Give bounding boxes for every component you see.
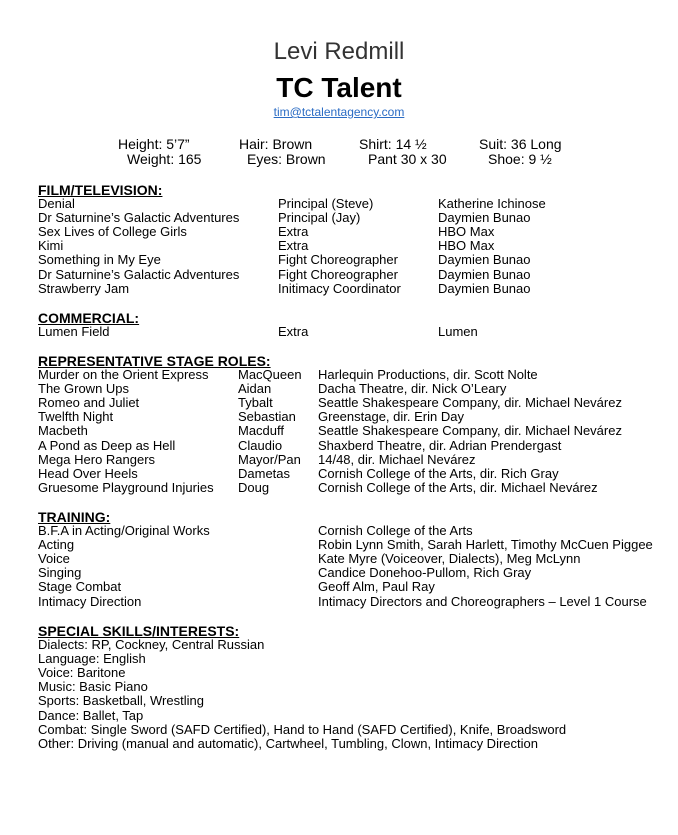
skills-line: Other: Driving (manual and automatic), Cartwheel, Tumbling, Clown, Intimacy Direction: [38, 735, 538, 751]
skills-line: Sports: Basketball, Wrestling: [38, 693, 204, 709]
stage-cell: Murder on the Orient Express: [38, 367, 209, 382]
film-row: [0, 253, 678, 267]
training-cell: Geoff Alm, Paul Ray: [318, 579, 435, 595]
stat-weight: Weight: 165: [127, 151, 202, 167]
film-row: [0, 211, 678, 225]
stat-shoe: Shoe: 9 ½: [488, 151, 552, 167]
stat-hair: Hair: Brown: [239, 136, 313, 152]
stage-row: [0, 424, 678, 438]
stage-cell: Dametas: [238, 465, 291, 481]
film-cell: Extra: [278, 224, 309, 240]
film-cell: Dr Saturnine’s Galactic Adventures: [38, 210, 240, 226]
film-cell: HBO Max: [438, 238, 495, 254]
film-cell: Daymien Bunao: [438, 266, 531, 282]
film-cell: Strawberry Jam: [38, 280, 130, 296]
film-cell: Dr Saturnine’s Galactic Adventures: [38, 266, 240, 282]
film-cell: Katherine Ichinose: [438, 196, 546, 211]
skills-line: Voice: Baritone: [38, 665, 126, 681]
stage-cell: Mega Hero Rangers: [38, 451, 156, 467]
stage-row: [0, 481, 678, 495]
stage-cell: The Grown Ups: [38, 381, 130, 397]
training-row: [0, 580, 678, 594]
agency-email-link[interactable]: tim@tctalentagency.com: [273, 105, 405, 119]
stat-shirt: Shirt: 14 ½: [359, 136, 427, 152]
stage-cell: Shaxberd Theatre, dir. Adrian Prendergast: [318, 437, 562, 453]
stage-cell: Head Over Heels: [38, 465, 138, 481]
stage-cell: Romeo and Juliet: [38, 395, 140, 411]
stage-cell: A Pond as Deep as Hell: [38, 437, 176, 453]
film-row: [0, 197, 678, 211]
training-row: [0, 566, 678, 580]
stage-cell: Mayor/Pan: [238, 451, 301, 467]
stage-cell: Twelfth Night: [38, 409, 114, 425]
stage-cell: Gruesome Playground Injuries: [38, 479, 214, 495]
commercial-cell: Extra: [278, 324, 309, 339]
training-cell: Voice: [38, 551, 70, 567]
training-cell: Stage Combat: [38, 579, 122, 595]
stage-cell: Doug: [238, 479, 270, 495]
training-cell: Singing: [38, 565, 82, 581]
stage-cell: MacQueen: [238, 367, 302, 382]
film-cell: Extra: [278, 238, 309, 254]
skills-heading: SPECIAL SKILLS/INTERESTS:: [38, 623, 240, 639]
skills-line: Music: Basic Piano: [38, 679, 148, 695]
commercial-cell: Lumen: [438, 324, 478, 339]
stage-cell: Harlequin Productions, dir. Scott Nolte: [318, 367, 538, 382]
film-cell: Sex Lives of College Girls: [38, 224, 187, 240]
film-cell: HBO Max: [438, 224, 495, 240]
film-cell: Principal (Steve): [278, 196, 374, 211]
stage-row: [0, 410, 678, 424]
film-row: [0, 239, 678, 253]
stage-row: [0, 396, 678, 410]
film-cell: Something in My Eye: [38, 252, 161, 268]
film-row: [0, 225, 678, 239]
stat-suit: Suit: 36 Long: [479, 136, 562, 152]
actor-name: Levi Redmill: [273, 38, 405, 65]
stage-cell: Tybalt: [238, 395, 273, 411]
stage-cell: Greenstage, dir. Erin Day: [318, 409, 464, 425]
training-heading: TRAINING:: [38, 509, 111, 525]
commercial-row: [0, 325, 678, 339]
skills-line: Combat: Single Sword (SAFD Certified), Hand to Hand (SAFD Certified), Knife, Broadsword: [38, 721, 567, 737]
film-cell: Principal (Jay): [278, 210, 361, 226]
training-cell: Intimacy Directors and Choreographers – Level 1 Course: [318, 593, 647, 609]
stage-row: [0, 368, 678, 382]
training-cell: Intimacy Direction: [38, 593, 142, 609]
stage-cell: Seattle Shakespeare Company, dir. Michael Nevárez: [318, 395, 622, 411]
training-cell: Kate Myre (Voiceover, Dialects), Meg McLynn: [318, 551, 581, 567]
film-cell: Daymien Bunao: [438, 280, 531, 296]
training-row: [0, 524, 678, 538]
stat-height: Height: 5’7”: [118, 136, 190, 152]
stage-cell: Seattle Shakespeare Company, dir. Michael Nevárez: [318, 423, 622, 439]
skills-line: Dance: Ballet, Tap: [38, 707, 144, 723]
agency-name: TC Talent: [276, 72, 402, 103]
stage-heading: REPRESENTATIVE STAGE ROLES:: [38, 353, 271, 369]
stage-cell: Cornish College of the Arts, dir. Rich Gray: [318, 465, 559, 481]
stage-cell: Aidan: [238, 381, 272, 397]
stage-row: [0, 453, 678, 467]
stage-cell: Claudio: [238, 437, 283, 453]
skills-line: Dialects: RP, Cockney, Central Russian: [38, 637, 265, 652]
training-cell: Robin Lynn Smith, Sarah Harlett, Timothy McCuen Piggee: [318, 537, 653, 553]
film-cell: Daymien Bunao: [438, 210, 531, 226]
film-cell: Kimi: [38, 238, 64, 254]
training-row: [0, 538, 678, 552]
stage-cell: Cornish College of the Arts, dir. Michael Nevárez: [318, 479, 598, 495]
training-cell: Acting: [38, 537, 75, 553]
stage-row: [0, 467, 678, 481]
training-cell: Candice Donehoo-Pullom, Rich Gray: [318, 565, 532, 581]
stat-eyes: Eyes: Brown: [247, 151, 326, 167]
skills-line: Language: English: [38, 651, 146, 667]
training-row: [0, 595, 678, 609]
film-cell: Fight Choreographer: [278, 252, 398, 268]
stage-cell: 14/48, dir. Michael Nevárez: [318, 451, 476, 467]
training-row: [0, 552, 678, 566]
commercial-cell: Lumen Field: [38, 324, 110, 339]
film-cell: Denial: [38, 196, 75, 211]
commercial-heading: COMMERCIAL:: [38, 310, 140, 326]
stage-cell: Macbeth: [38, 423, 88, 439]
training-cell: B.F.A in Acting/Original Works: [38, 523, 210, 538]
stage-row: [0, 382, 678, 396]
stage-cell: Dacha Theatre, dir. Nick O’Leary: [318, 381, 507, 397]
film-row: [0, 268, 678, 282]
stage-row: [0, 439, 678, 453]
training-cell: Cornish College of the Arts: [318, 523, 473, 538]
stage-cell: Macduff: [238, 423, 285, 439]
film-row: [0, 282, 678, 296]
stat-pant: Pant 30 x 30: [368, 151, 447, 167]
film-cell: Fight Choreographer: [278, 266, 398, 282]
film-heading: FILM/TELEVISION:: [38, 182, 163, 198]
film-cell: Initimacy Coordinator: [278, 280, 401, 296]
stage-cell: Sebastian: [238, 409, 296, 425]
film-cell: Daymien Bunao: [438, 252, 531, 268]
